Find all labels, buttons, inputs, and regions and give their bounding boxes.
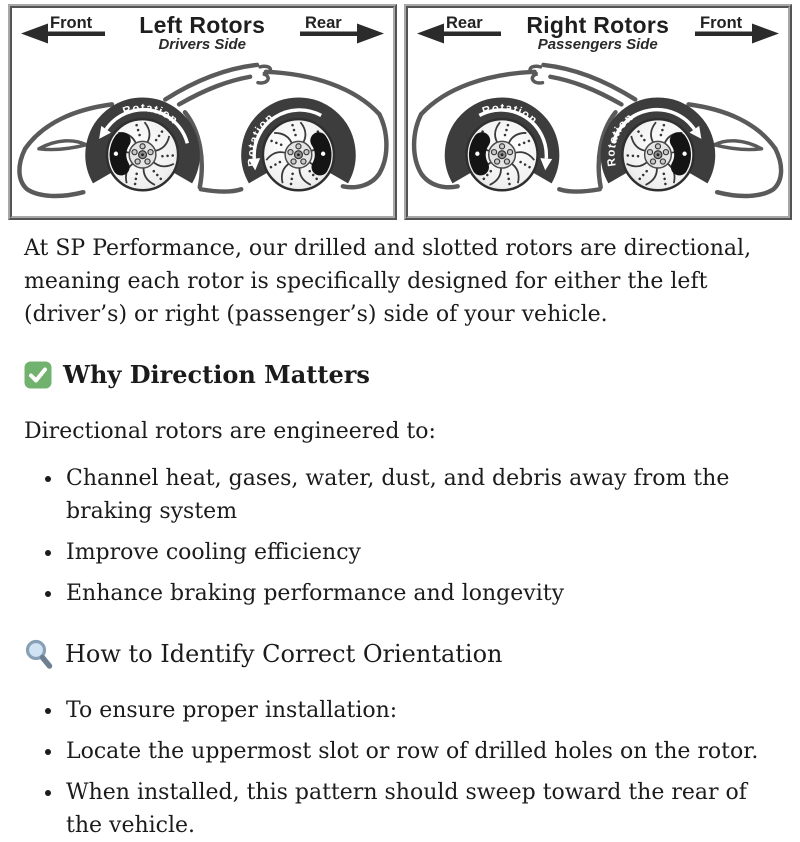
list-item: • Enhance braking performance and longevity: [64, 577, 760, 610]
benefits-list: [24, 462, 760, 610]
left-panel-titles: [108, 13, 297, 53]
list-item: • When installed, this pattern should sweep toward the rear of the vehicle.: [64, 776, 760, 842]
lead-sentence: Directional rotors are engineered to:: [24, 419, 436, 444]
list-item: • Improve cooling efficiency: [64, 536, 760, 569]
section-heading-text: How to Identify Correct Orientation: [65, 640, 503, 668]
magnifying-glass-icon: [24, 638, 54, 670]
list-item: • Channel heat, gases, water, dust, and debris away from the braking system: [64, 462, 760, 528]
right-car-illustration: [408, 58, 789, 208]
rotor-direction-diagram: [0, 0, 800, 220]
section-heading-identify-orientation: [24, 636, 760, 672]
front-label: Front: [700, 14, 743, 32]
rear-arrow-right-icon: [297, 13, 385, 47]
intro-paragraph: At SP Performance, our drilled and slotted rotors are directional, meaning each rotor is specifically designed for either the left (driver’s) or right (passenger’s) side of your vehicle.: [24, 236, 752, 327]
panel-subtitle: Passengers Side: [537, 36, 658, 54]
list-item: • To ensure proper installation:: [64, 694, 760, 727]
check-mark-icon: [24, 361, 52, 389]
rear-label: Rear: [445, 14, 483, 32]
rear-label: Rear: [304, 14, 342, 32]
left-rotors-panel: [8, 4, 397, 220]
left-car-illustration: [12, 58, 393, 208]
article-body: [0, 220, 800, 842]
list-item: • Locate the uppermost slot or row of drilled holes on the rotor.: [64, 735, 760, 768]
panel-title: Left Rotors: [139, 12, 266, 38]
front-label: Front: [50, 14, 93, 32]
rotation-label-front: Rotation: [604, 111, 636, 168]
front-arrow-right-icon: [692, 13, 780, 47]
right-rotors-panel: [404, 4, 793, 220]
left-panel-header: [12, 8, 393, 58]
section-heading-text: Why Direction Matters: [63, 360, 370, 389]
rotation-label-front: Rotation: [121, 102, 181, 128]
panel-title: Right Rotors: [526, 12, 670, 38]
rear-arrow-left-icon: [416, 13, 504, 47]
rotation-label-rear: Rotation: [480, 102, 540, 128]
front-arrow-left-icon: [20, 13, 108, 47]
right-panel-header: [408, 8, 789, 58]
rotation-label-rear: Rotation: [245, 111, 277, 168]
right-panel-titles: [504, 13, 693, 53]
panel-subtitle: Drivers Side: [158, 36, 247, 54]
section-heading-why-direction-matters: [24, 357, 760, 393]
orientation-steps-list: [24, 694, 760, 842]
